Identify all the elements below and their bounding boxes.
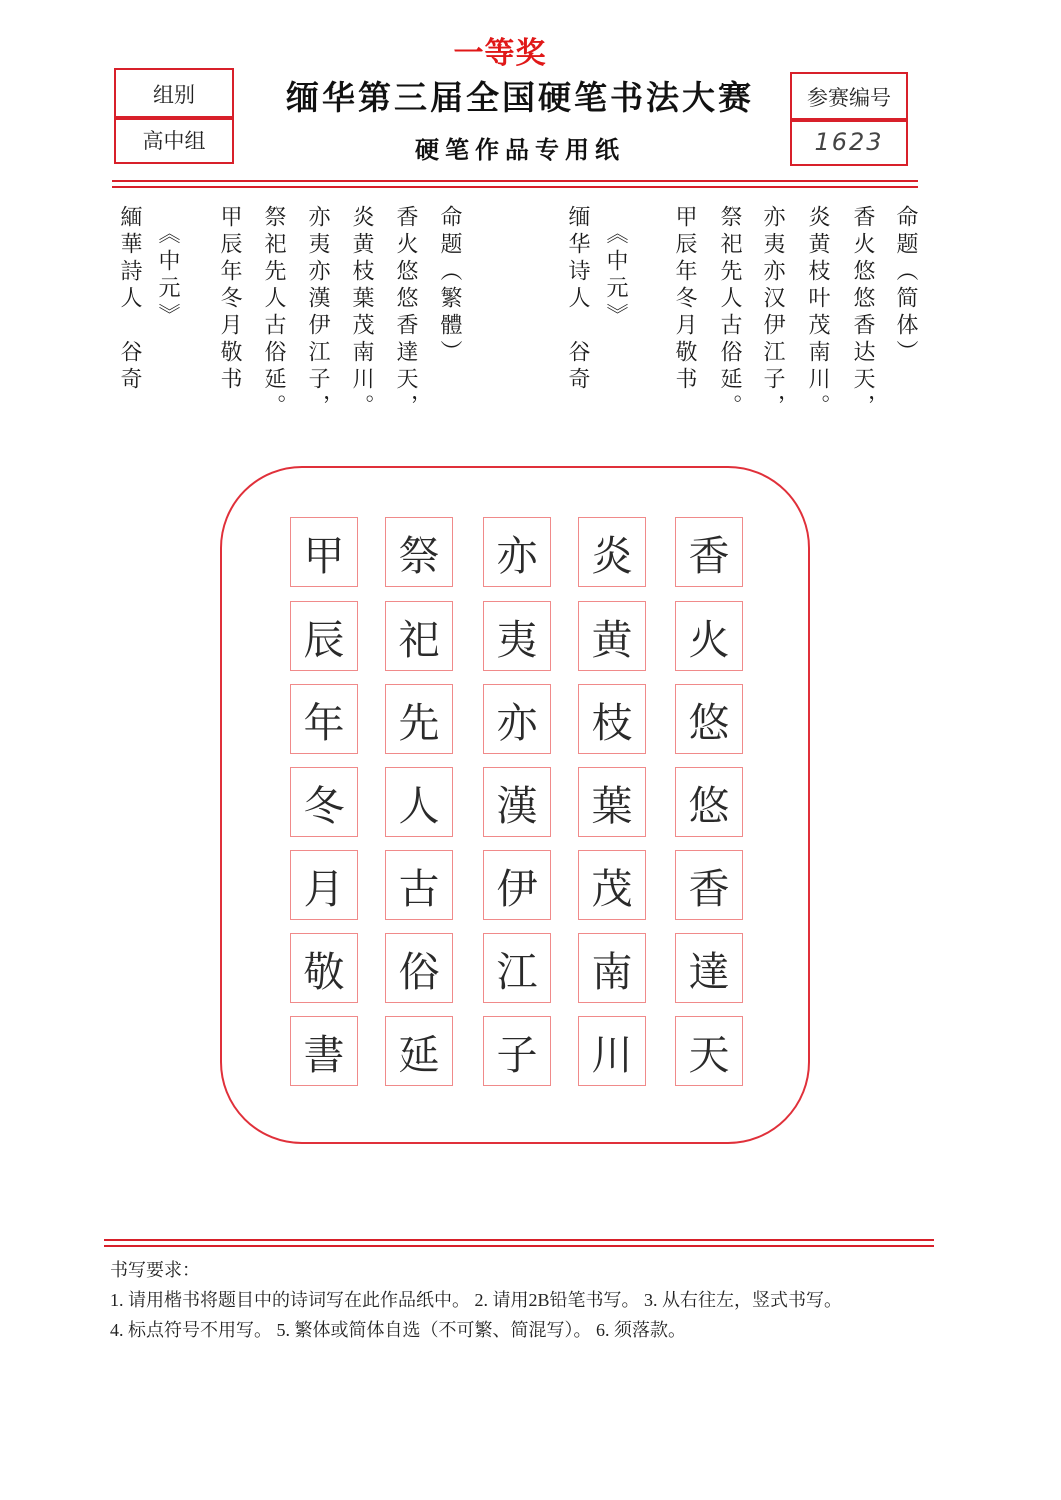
grid-cell: 枝 [578,684,646,754]
grid-cell: 敬 [290,933,358,1003]
grid-cell: 川 [578,1016,646,1086]
grid-cell: 夷 [483,601,551,671]
page-title: 缅华第三届全国硬笔书法大赛 [286,78,754,117]
top-rule-2 [112,186,918,188]
grid-cell: 延 [385,1016,453,1086]
bottom-rule-1 [104,1239,934,1241]
requirements-line-2: 4. 标点符号不用写。 5. 繁体或简体自选（不可繁、简混写）。 6. 须落款。 [110,1320,686,1340]
grid-cell: 火 [675,601,743,671]
page-subtitle: 硬笔作品专用纸 [415,135,625,164]
grid-cell: 葉 [578,767,646,837]
grid-cell: 漢 [483,767,551,837]
grid-cell: 悠 [675,684,743,754]
grid-cell: 南 [578,933,646,1003]
entry-label-box [790,72,908,122]
grid-cell: 俗 [385,933,453,1003]
grid-cell: 祀 [385,601,453,671]
header-col: 緬華詩人 谷奇 [117,205,142,394]
header-col: 命题（繁體） [437,205,462,367]
header-col: 甲辰年冬月敬书 [217,205,242,394]
entry-number: 1623 [814,128,884,156]
grid-cell: 香 [675,517,743,587]
grid-cell: 天 [675,1016,743,1086]
header-col: 甲辰年冬月敬书 [672,205,697,394]
award-label: 一等奖 [453,36,547,71]
grid-cell: 亦 [483,684,551,754]
grid-cell: 古 [385,850,453,920]
grid-cell: 亦 [483,517,551,587]
grid-cell: 茂 [578,850,646,920]
header-col: 香火悠悠香达天， [850,205,875,421]
grid-cell: 甲 [290,517,358,587]
grid-cell: 冬 [290,767,358,837]
bottom-rule-2 [104,1245,934,1247]
grid-cell: 年 [290,684,358,754]
grid-cell: 悠 [675,767,743,837]
group-value: 高中组 [142,129,206,153]
header-col: 香火悠悠香達天， [393,205,418,421]
entry-label: 参赛编号 [807,86,891,110]
header-col: 缅华诗人 谷奇 [565,205,590,394]
header-col: 祭祀先人古俗延。 [717,205,742,421]
header-col: 亦夷亦汉伊江子， [760,205,785,421]
group-label-box [114,68,234,120]
header-col: 命题（简体） [893,205,918,367]
grid-cell: 黄 [578,601,646,671]
grid-cell: 子 [483,1016,551,1086]
group-label: 组别 [153,83,195,107]
header-col: 亦夷亦漢伊江子， [305,205,330,421]
grid-cell: 人 [385,767,453,837]
grid-cell: 辰 [290,601,358,671]
entry-value-box [790,118,908,166]
grid-cell: 書 [290,1016,358,1086]
group-value-box [114,116,234,164]
grid-cell: 月 [290,850,358,920]
grid-cell: 先 [385,684,453,754]
header-col: 《中元》 [155,222,180,330]
requirements-title: 书写要求： [110,1260,200,1281]
header-col: 《中元》 [603,222,628,330]
header-col: 炎黄枝葉茂南川。 [349,205,374,421]
grid-cell: 香 [675,850,743,920]
grid-cell: 達 [675,933,743,1003]
grid-cell: 江 [483,933,551,1003]
grid-cell: 伊 [483,850,551,920]
header-col: 炎黄枝叶茂南川。 [805,205,830,421]
grid-cell: 祭 [385,517,453,587]
requirements-line-1: 1. 请用楷书将题目中的诗词写在此作品纸中。 2. 请用2B铅笔书写。 3. 从右往左，竖式书写。 [110,1290,843,1310]
header-col: 祭祀先人古俗延。 [261,205,286,421]
grid-cell: 炎 [578,517,646,587]
top-rule-1 [112,180,918,182]
